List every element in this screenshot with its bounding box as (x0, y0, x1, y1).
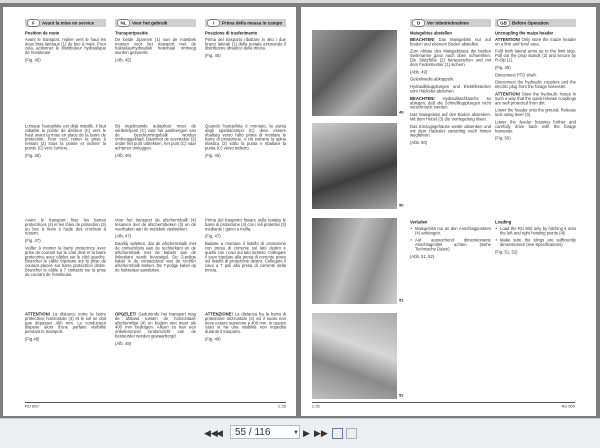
text-block (115, 312, 196, 349)
two-page-view-icon[interactable] (332, 428, 343, 439)
language-column-gb (495, 7, 576, 397)
paragraph (115, 234, 196, 238)
column-title: Vor Inbetriebnahme (427, 20, 469, 26)
paragraph-text: Maisgebiss abstellen (410, 30, 452, 36)
paragraph-text: (Afb. 45) (115, 57, 132, 63)
paragraph (495, 136, 576, 140)
text-block (205, 31, 286, 61)
paragraph (205, 124, 286, 150)
paragraph-text: La distance entre la barre protectrice horizontale (4) et le sol ne doit pas dépasser 400 mm. Le conducteur dispose alors d'une parfaite visibilité pendant le transport. (25, 311, 106, 335)
paragraph-text: Avant le transport fixer les barres protectrices (4) et les tôles de protection (3) au bec à maïs à l'aide des crochets à ressort. (25, 217, 106, 236)
paragraph (115, 218, 196, 231)
paragraph-text: Disconnect PTO shaft. (495, 72, 537, 78)
paragraph-text: (Fig. 45) (25, 57, 41, 63)
text-block (495, 220, 576, 257)
paragraph (115, 37, 196, 55)
column-header (495, 19, 576, 27)
paragraph (205, 337, 286, 341)
paragraph (115, 153, 196, 157)
paragraph-text: Avant le transport, replier vers le haut les deux bras latéraux (1) du bec à maïs. Pour cela, actionner le distributeur hydraulique de l'ensileuse. (25, 36, 106, 56)
section-subtitle (410, 220, 491, 224)
paragraph-text: Fold both lateral arms up to the limit stop. Pull out the prop stands (2) and secure by R-clip (1). (495, 48, 576, 63)
paragraph (25, 218, 106, 236)
section-subtitle (495, 31, 576, 35)
text-block (25, 124, 106, 161)
pdf-navigation-toolbar (0, 418, 600, 448)
paragraph (410, 113, 491, 122)
page-number-input[interactable]: 55 / 116 (230, 425, 300, 439)
column-title: Avant la mise en service (42, 20, 95, 26)
footer-left-text: RU 600 (25, 404, 39, 409)
paragraph-text: (Fig. 47) (205, 233, 221, 239)
column-title: Before Operation (512, 20, 549, 26)
figure-number: 51 (399, 298, 404, 303)
paragraph-text: Loading (495, 219, 512, 225)
column-header (205, 19, 286, 27)
page-dropdown-chevron-icon[interactable]: ▼ (293, 430, 299, 436)
paragraph (410, 37, 491, 46)
column-title: Prima della messa in campo (222, 20, 283, 26)
paragraph-text: Veiller à monter la barre protectrice avec prise de courant sur le côté droit et la barre protectrice avec câbles sur le côté gauche. Brancher le câble tripolaire sur la prise de courant placée sur barre protectrice droite. Brancher le câble à 7 contacts sur la prise de courant de l'ensileuse. (25, 245, 106, 277)
footer-divider (312, 402, 575, 403)
paragraph-text: (Afb. 48) (115, 340, 132, 346)
paragraph-text: (Fig. 46) (25, 152, 41, 158)
paragraph-text: La distanza fra la barra di protezione orizzontale (4) ed il suolo non deve essere superiore a 400 mm. In questo caso si ha una visibilità non impedita durante il trasporto. (205, 311, 286, 335)
paragraph (25, 337, 106, 341)
paragraph-text: Maisgebiss nur an den Anschlagpunkten (4) anhängen. (415, 225, 491, 236)
paragraph-text: (Fig. 45) (205, 53, 221, 59)
paragraph-text: Make sure the slings are sufficiently dimensioned! (see Specifications) (500, 237, 576, 248)
section-subtitle (495, 220, 576, 224)
paragraph (495, 120, 576, 133)
paragraph (410, 77, 491, 81)
paragraph-text: Gedurende het transport mag de afstand tussen de horizontaal-afschermlijst (4) en bodem niet meer als 400 mm bedragen. Alleen zo kan een onbelemmerd rondomzicht van de bestuurder worden gewaarborgd. (115, 311, 196, 339)
footer-right-text: RU 600 (561, 404, 575, 409)
paragraph-text: Daarbij opletten, dat de afschermbalk met de contactdoos aan de rechterkant en de afschermbalk met de kabels aan de linkerkant wordt bevestigd. De 3-polige kabel in de contactdoos van de rechter afschermbalk steken. De 7-polige kabel op de hakselaar aansluiten. (115, 241, 196, 273)
figure-photo-52 (312, 313, 397, 399)
paragraph (205, 37, 286, 50)
language-column-i (205, 7, 286, 397)
paragraph-text: Zum Abbau des Maisgebisses die beiden Seitenarme ganz nach oben schwenken. Die Stützfüße (2) herausziehen und mit dem Federstecker (1) sichern. (410, 48, 491, 67)
paragraph (25, 58, 106, 62)
text-block (25, 31, 106, 65)
paragraph (115, 124, 196, 150)
paragraph-text: (Fig.48) (25, 336, 40, 342)
paragraph-text: (Abb. 51, 52) (410, 253, 435, 259)
text-block (115, 218, 196, 275)
language-badge: D (412, 20, 425, 27)
figure-number: 49 (399, 110, 404, 115)
paragraph (205, 54, 286, 58)
paragraph-text: Bij ingebouwde autopiloot moet de verdelerpunt (C) voor het aanbrengen van de beschermingsbalk worden omhooggeklapt. Daarvoor de veersteker (2) onder het punt uittrekken, het punt (C) naar achteren omleggen. (115, 123, 196, 151)
language-badge: GB (497, 20, 510, 27)
section-subtitle (410, 31, 491, 35)
paragraph-text: Das Maisgebiss nur auf festem und ebenem Boden abstellen. (410, 36, 491, 47)
figure-number: 52 (399, 393, 404, 398)
language-badge: NL (117, 20, 130, 27)
language-badge: I (207, 20, 220, 27)
paragraph (25, 124, 106, 150)
paragraph (25, 239, 106, 243)
paragraph (25, 37, 106, 55)
paragraph-text: Uncoupling the maize header (495, 30, 554, 36)
warning-label: BEACHTEN! (410, 95, 435, 101)
bullet-item (410, 226, 491, 235)
paragraph-text: Das Maisgebiss auf den Boden absenken. Mit dem Hebel (3) die Verriegelung lösen. (410, 112, 491, 122)
section-subtitle (25, 31, 106, 35)
paragraph-text: Gelenkwelle abkoppeln. (410, 76, 455, 82)
paragraph (205, 234, 286, 238)
last-page-button[interactable]: ▶▶ (314, 428, 328, 438)
paragraph (495, 250, 576, 254)
left-document-page (3, 7, 296, 416)
language-column-f (25, 7, 106, 397)
paragraph-text: Posizione di trasferimento (205, 30, 258, 36)
footer-left-text: 2.35 (312, 404, 320, 409)
text-block (25, 312, 106, 344)
paragraph-text: Quando l'autopilota è montato, la punta degli spartiacampo (C) deve essere ribaltata verso l'alto prima di montare le barre di protezione. A ciò estrarre la spina elastica (2) sotto la punta e ribaltare la punta (C) verso indietro. (205, 123, 286, 151)
paragraph-text: Lower the feeder housing further and carefully drive back with the forage harvester. (495, 119, 576, 134)
previous-page-button[interactable]: ◀ (216, 428, 223, 438)
paragraph-text: De beide zijarmen (1) van de maïsbek moeten voor het transport met de hakselaarhydrauliek helemaal omhoog worden gezwenkt. (115, 36, 196, 56)
paragraph-text: Hydraulikkupplungen und Elektrikstecker vom Häcksler abziehen. (410, 84, 491, 94)
figure-photo-49 (312, 30, 397, 116)
language-column-d (410, 7, 491, 397)
paragraph-text: Lorsque l'autopilote est déjà installé, il faut rabattre la pointe de diviseur (C) vers le haut avant la mise en place de la barre de protection. Pour ceci, retirer la prise à ressort (2) sous la pointe et incliner la pointe (C) vers l'arrière. (25, 123, 106, 151)
paragraph (410, 141, 491, 145)
paragraph (115, 242, 196, 273)
bullet-item (495, 238, 576, 247)
paragraph (205, 153, 286, 157)
paragraph (205, 242, 286, 273)
paragraph-text: Verladen (410, 219, 428, 225)
next-page-button[interactable]: ▶ (303, 428, 310, 438)
section-subtitle (115, 31, 196, 35)
figure-photo-50 (312, 123, 397, 209)
paragraph-text: Stow the hydraulic hoses in such a way that the quick-release couplings are well protected from dirt. (495, 91, 577, 106)
paragraph-text: Hydraulikschläuche so ablegen, daß die Schnellkupplungen nicht verschmutzt werden. (410, 95, 491, 110)
paragraph-text: (Fig. 51, 52) (495, 249, 518, 255)
text-block (115, 31, 196, 65)
paragraph-text: Prima del trasporto ribaltare in alto i due bracci laterali (1) della testata azionando il distributore idraulico della trincia. (205, 36, 286, 51)
text-block (25, 218, 106, 280)
paragraph (495, 73, 576, 77)
paragraph (410, 124, 491, 137)
language-badge: F (27, 20, 40, 27)
paragraph (495, 80, 576, 89)
column-title: Voor het gebruik (132, 20, 168, 26)
warning-label: ATTENTION! (495, 36, 521, 42)
column-header (410, 19, 491, 27)
paragraph-text: Auf ausreichend dimensionierte Anschlagmittel achten. (siehe Technische Daten) (415, 237, 491, 252)
paragraph (495, 37, 576, 46)
paragraph (495, 49, 576, 62)
figure-photo-51 (312, 218, 397, 304)
text-block (410, 220, 491, 262)
paragraph-text: (Fig. 50) (495, 135, 511, 141)
paragraph (410, 96, 491, 109)
column-header (25, 19, 106, 27)
paragraph-text: Voor het transport de afschermbalk (4) tesamen met de afschermbeken (3) en de veerhaken aan de maïsbek vaststeken. (115, 217, 196, 232)
paragraph-text: Das Einzugsgehäuse weiter absenken und mit dem Häcksler vorsichtig nach hinten wegfahren. (410, 123, 491, 138)
column-header (115, 19, 196, 27)
text-block (410, 31, 491, 148)
section-subtitle (205, 31, 286, 35)
paragraph (25, 153, 106, 157)
paragraph (115, 341, 196, 345)
paragraph-text: Lower the header onto the ground. Release lock using lever (3). (495, 107, 576, 118)
paragraph-text: (Abb. 49) (410, 69, 428, 75)
warning-label: OPGELET! (115, 311, 137, 317)
paragraph-text: (Fig. 46) (205, 152, 221, 158)
bullet-item (410, 238, 491, 251)
paragraph (115, 312, 196, 338)
paragraph (495, 65, 576, 69)
footer-right-text: 2.35 (278, 404, 286, 409)
paragraph (410, 70, 491, 74)
paragraph-text: Only store the maize header on a firm and level area. (495, 36, 576, 47)
language-column-nl (115, 7, 196, 397)
paragraph (115, 58, 196, 62)
paragraph-text: Transportpositie (115, 30, 148, 36)
figure-number: 50 (399, 203, 404, 208)
paragraph (410, 254, 491, 258)
paragraph-text: Prima del trasporto fissare sulla testata le barre di protezione (4) con i teli protettivi (3) mediante i ganci a molla. (205, 217, 286, 232)
footer-divider (25, 402, 286, 403)
paragraph (495, 108, 576, 117)
paragraph (495, 92, 576, 105)
paragraph-text: Position de route (25, 30, 60, 36)
paragraph-text: Load the RU 600 only by hitching it onto the left and right hoisting points (4)! (500, 225, 576, 236)
warning-label: ATTENTION! (25, 311, 51, 317)
paragraph-text: (Abb. 50) (410, 140, 428, 146)
text-block (115, 124, 196, 161)
paragraph (205, 218, 286, 231)
paragraph (25, 312, 106, 334)
text-block (205, 312, 286, 344)
paragraph (205, 312, 286, 334)
text-block (205, 124, 286, 161)
paragraph-text: (Fig. 49) (495, 64, 511, 70)
paragraph (410, 85, 491, 94)
paragraph-text: (Fig. 47) (25, 238, 41, 244)
paragraph-text: (Fig. 48) (205, 336, 221, 342)
first-page-button[interactable]: ◀◀ (204, 428, 218, 438)
right-document-page (301, 7, 596, 416)
paragraph-text: (Afb. 46) (115, 152, 132, 158)
paragraph-text: (Afb. 47) (115, 233, 132, 239)
paragraph (410, 49, 491, 67)
viewer-top-edge (0, 0, 600, 3)
single-page-view-icon[interactable] (346, 428, 357, 439)
warning-label: ATTENZIONE! (205, 311, 233, 317)
warning-label: ATTENTION! (495, 91, 521, 97)
text-block (495, 31, 576, 144)
paragraph (25, 246, 106, 277)
paragraph-text: Badare a montare il listello di protezione con presa di corrente sul lato destro e quello con i cavi sul lato sinistro. Collegare il cavo tripolare alla presa di corrente posto sul listello di protezione destro. Collegare il cavo a 7 poli alla presa di corrente della trincia. (205, 241, 286, 273)
text-block (205, 218, 286, 275)
paragraph-text: Disconnect the hydraulic couplers and the electric plug from the forage harvester. (495, 79, 576, 90)
bullet-item (495, 226, 576, 235)
warning-label: BEACHTEN! (410, 36, 435, 42)
